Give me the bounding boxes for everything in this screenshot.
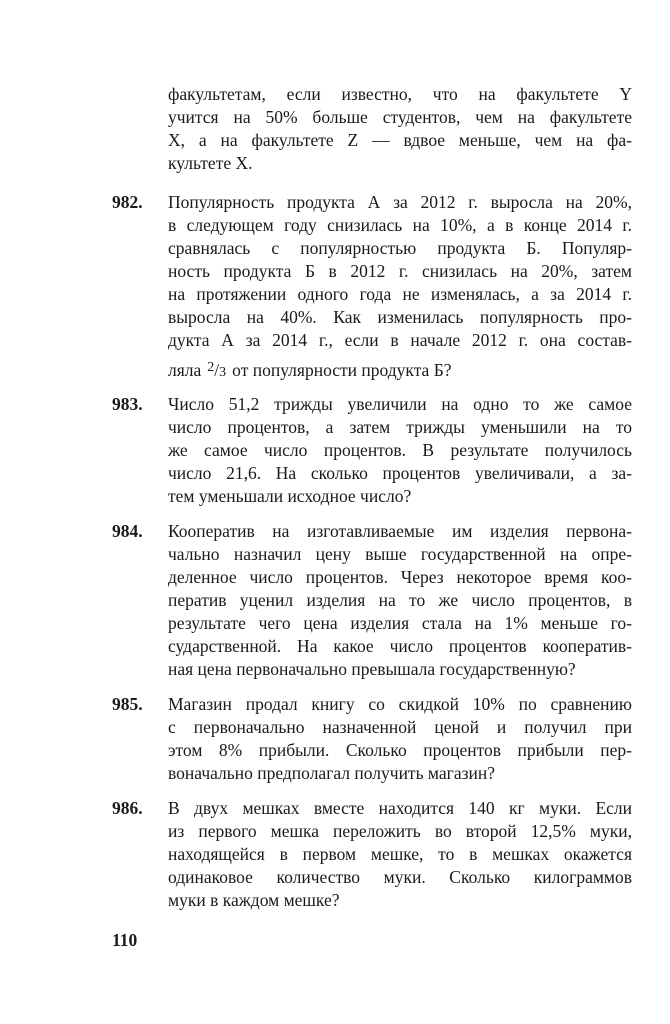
text-line: Число 51,2 трижды увеличили на одно то же самое [168,394,632,414]
problem-number: 982. [112,192,143,212]
text-line: сравнялась с популярностью продукта Б. Популяр- [168,238,632,258]
text-line: дукта А за 2014 г., если в начале 2012 г. она состав- [168,330,632,350]
fraction-denominator: 3 [219,365,227,380]
text-line: В двух мешках вместе находится 140 кг муки. Если [168,798,632,818]
text-line: чально назначил цену выше государственной на опре- [168,544,632,564]
problem-number: 985. [112,694,143,714]
text-line: X, а на факультете Z — вдвое меньше, чем на фа- [168,130,632,150]
fraction-slash: / [214,360,220,380]
text-line: Магазин продал книгу со скидкой 10% по сравнению [168,694,632,714]
text-line: учится на 50% больше студентов, чем на факультете [168,107,632,127]
text-line: число 21,6. На сколько процентов увеличивали, а за- [168,463,632,483]
page-number: 110 [112,930,138,950]
text-segment: ляла [168,360,202,380]
fraction-two-thirds [207,360,226,380]
problem-number: 984. [112,521,143,541]
text-line: Популярность продукта А за 2012 г. выросла на 20%, [168,192,632,212]
text-line: на протяжении одного года не изменялась, а за 2014 г. [168,284,632,304]
text-line: число процентов, а затем трижды уменьшили на то [168,417,632,437]
text-line: из первого мешка переложить во второй 12,5% муки, [168,821,632,841]
text-line: выросла на 40%. Как изменилась популярность про- [168,307,632,327]
text-line: муки в каждом мешке? [168,890,340,910]
fraction-line [168,359,632,381]
fraction-numerator: 2 [207,360,215,375]
text-line: культете X. [168,153,253,173]
problem-number: 986. [112,798,143,818]
text-line: воначально предполагал получить магазин? [168,763,496,783]
text-line: в следующем году снизилась на 10%, а в конце 2014 г. [168,215,632,235]
text-line: Кооператив на изготавливаемые им изделия первона- [168,521,632,541]
text-line: одинаковое количество муки. Сколько килограммов [168,867,632,887]
text-line: факультетам, если известно, что на факультете Y [168,84,632,104]
text-line: с первоначально назначенной ценой и получил при [168,717,632,737]
text-line: этом 8% прибыли. Сколько процентов прибыли пер- [168,740,632,760]
text-segment: от популярности продукта Б? [232,360,452,380]
text-line: ность продукта Б в 2012 г. снизилась на 20%, затем [168,261,632,281]
text-line: тем уменьшали исходное число? [168,486,412,506]
text-line: сударственной. На какое число процентов кооператив- [168,636,632,656]
text-line: ная цена первоначально превышала государственную? [168,659,576,679]
problem-number: 983. [112,394,143,414]
text-line: деленное число процентов. Через некоторое время коо- [168,567,632,587]
text-line: же самое число процентов. В результате получилось [168,440,632,460]
text-line: результате чего цена изделия стала на 1% меньше го- [168,613,632,633]
text-line: находящейся в первом мешке, то в мешках окажется [168,844,632,864]
text-line: ператив уценил изделия на то же число процентов, в [168,590,632,610]
